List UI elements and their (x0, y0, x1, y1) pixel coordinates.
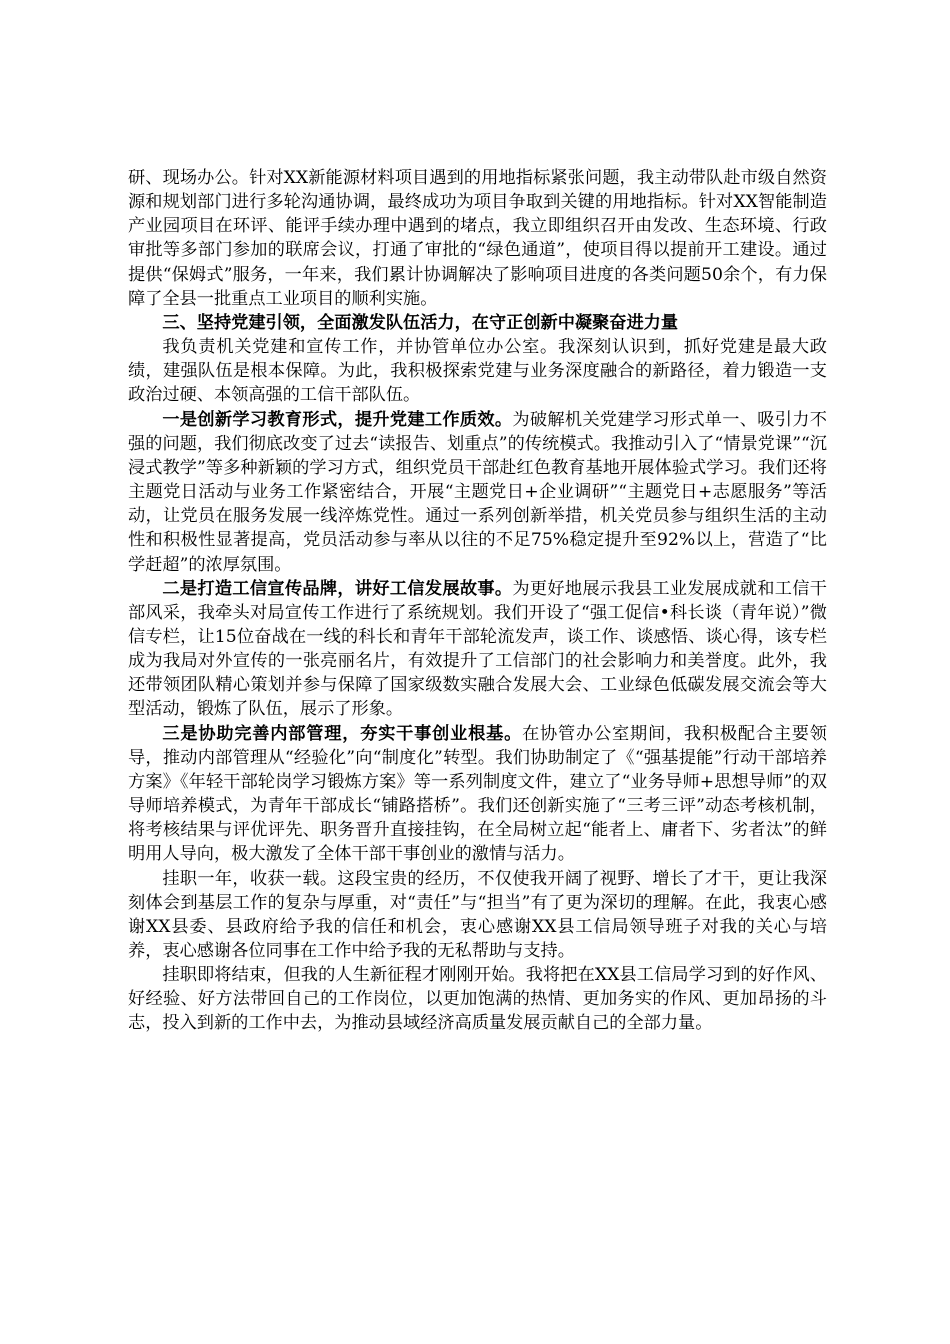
paragraph-lead-learning: 一是创新学习教育形式，提升党建工作质效。 (162, 409, 513, 430)
paragraph-body-learning: 为破解机关党建学习形式单一、吸引力不强的问题，我们彻底改变了过去“读报告、划重点”的传统模式。我推动引入了“情景党课”“沉浸式教学”等多种新颖的学习方式，组织党员干部赴红色教育基地开展体验式学习。我们还将主题党日活动与业务工作紧密结合，开展“主题党日+企业调研”“主题党日+志愿服务”等活动，让党员在服务发展一线淬炼党性。通过一系列创新举措，机关党员参与组织生活的主动性和积极性显著提高，党员活动参与率从以往的不足75%稳定提升至92%以上，营造了“比学赶超”的浓厚氛围。 (128, 409, 827, 575)
paragraph-learning-innovation (128, 408, 827, 577)
paragraph-gratitude: 挂职一年，收获一载。这段宝贵的经历，不仅使我开阔了视野、增长了才干，更让我深刻体会到基层工作的复杂与厚重，对“责任”与“担当”有了更为深切的理解。在此，我衷心感谢XX县委、县政府给予我的信任和机会，衷心感谢XX县工信局领导班子对我的关心与培养，衷心感谢各位同事在工作中给予我的无私帮助与支持。 (128, 868, 827, 961)
paragraph-publicity-brand (128, 577, 827, 722)
paragraph-party-building-intro: 我负责机关党建和宣传工作，并协管单位办公室。我深刻认识到，抓好党建是最大政绩，建强队伍是根本保障。为此，我积极探索党建与业务深度融合的新路径，着力锻造一支政治过硬、本领高强的工信干部队伍。 (128, 337, 827, 406)
paragraph-body-management: 在协管办公室期间，我积极配合主要领导，推动内部管理从“经验化”向“制度化”转型。我们协助制定了《“强基提能”行动干部培养方案》《年轻干部轮岗学习锻炼方案》等一系列制度文件，建立了“业务导师+思想导师”的双导师培养模式，为青年干部成长“铺路搭桥”。我们还创新实施了“三考三评”动态考核机制，将考核结果与评优评先、职务晋升直接挂钩，在全局树立起“能者上、庸者下、劣者汰”的鲜明用人导向，极大激发了全体干部干事创业的激情与活力。 (128, 723, 827, 865)
paragraph-closing: 挂职即将结束，但我的人生新征程才刚刚开始。我将把在XX县工信局学习到的好作风、好经验、好方法带回自己的工作岗位，以更加饱满的热情、更加务实的作风、更加昂扬的斗志，投入到新的工作中去，为推动县域经济高质量发展贡献自己的全部力量。 (128, 965, 827, 1034)
section-heading-party-building: 三、坚持党建引领，全面激发队伍活力，在守正创新中凝聚奋进力量 (162, 312, 679, 333)
paragraph-lead-management: 三是协助完善内部管理，夯实干事创业根基。 (162, 723, 523, 744)
paragraph-lead-publicity: 二是打造工信宣传品牌，讲好工信发展故事。 (162, 578, 513, 599)
paragraph-project-coordination: 研、现场办公。针对XX新能源材料项目遇到的用地指标紧张问题，我主动带队赴市级自然资源和规划部门进行多轮沟通协调，最终成功为项目争取到关键的用地指标。针对XX智能制造产业园项目在环评、能评手续办理中遇到的堵点，我立即组织召开由发改、生态环境、行政审批等多部门参加的联席会议，打通了审批的“绿色通道”，使项目得以提前开工建设。通过提供“保姆式”服务，一年来，我们累计协调解决了影响项目进度的各类问题50余个，有力保障了全县一批重点工业项目的顺利实施。 (128, 168, 827, 309)
paragraph-body-publicity: 为更好地展示我县工业发展成就和工信干部风采，我牵头对局宣传工作进行了系统规划。我们开设了“强工促信•科长谈（青年说）”微信专栏，让15位奋战在一线的科长和青年干部轮流发声，谈工作、谈感悟、谈心得，该专栏成为我局对外宣传的一张亮丽名片，有效提升了工信部门的社会影响力和美誉度。此外，我还带领团队精心策划并参与保障了国家级数实融合发展大会、工业绿色低碳发展交流会等大型活动，锻炼了队伍，展示了形象。 (128, 578, 827, 720)
document-body (128, 166, 827, 1036)
paragraph-internal-management (128, 722, 827, 867)
